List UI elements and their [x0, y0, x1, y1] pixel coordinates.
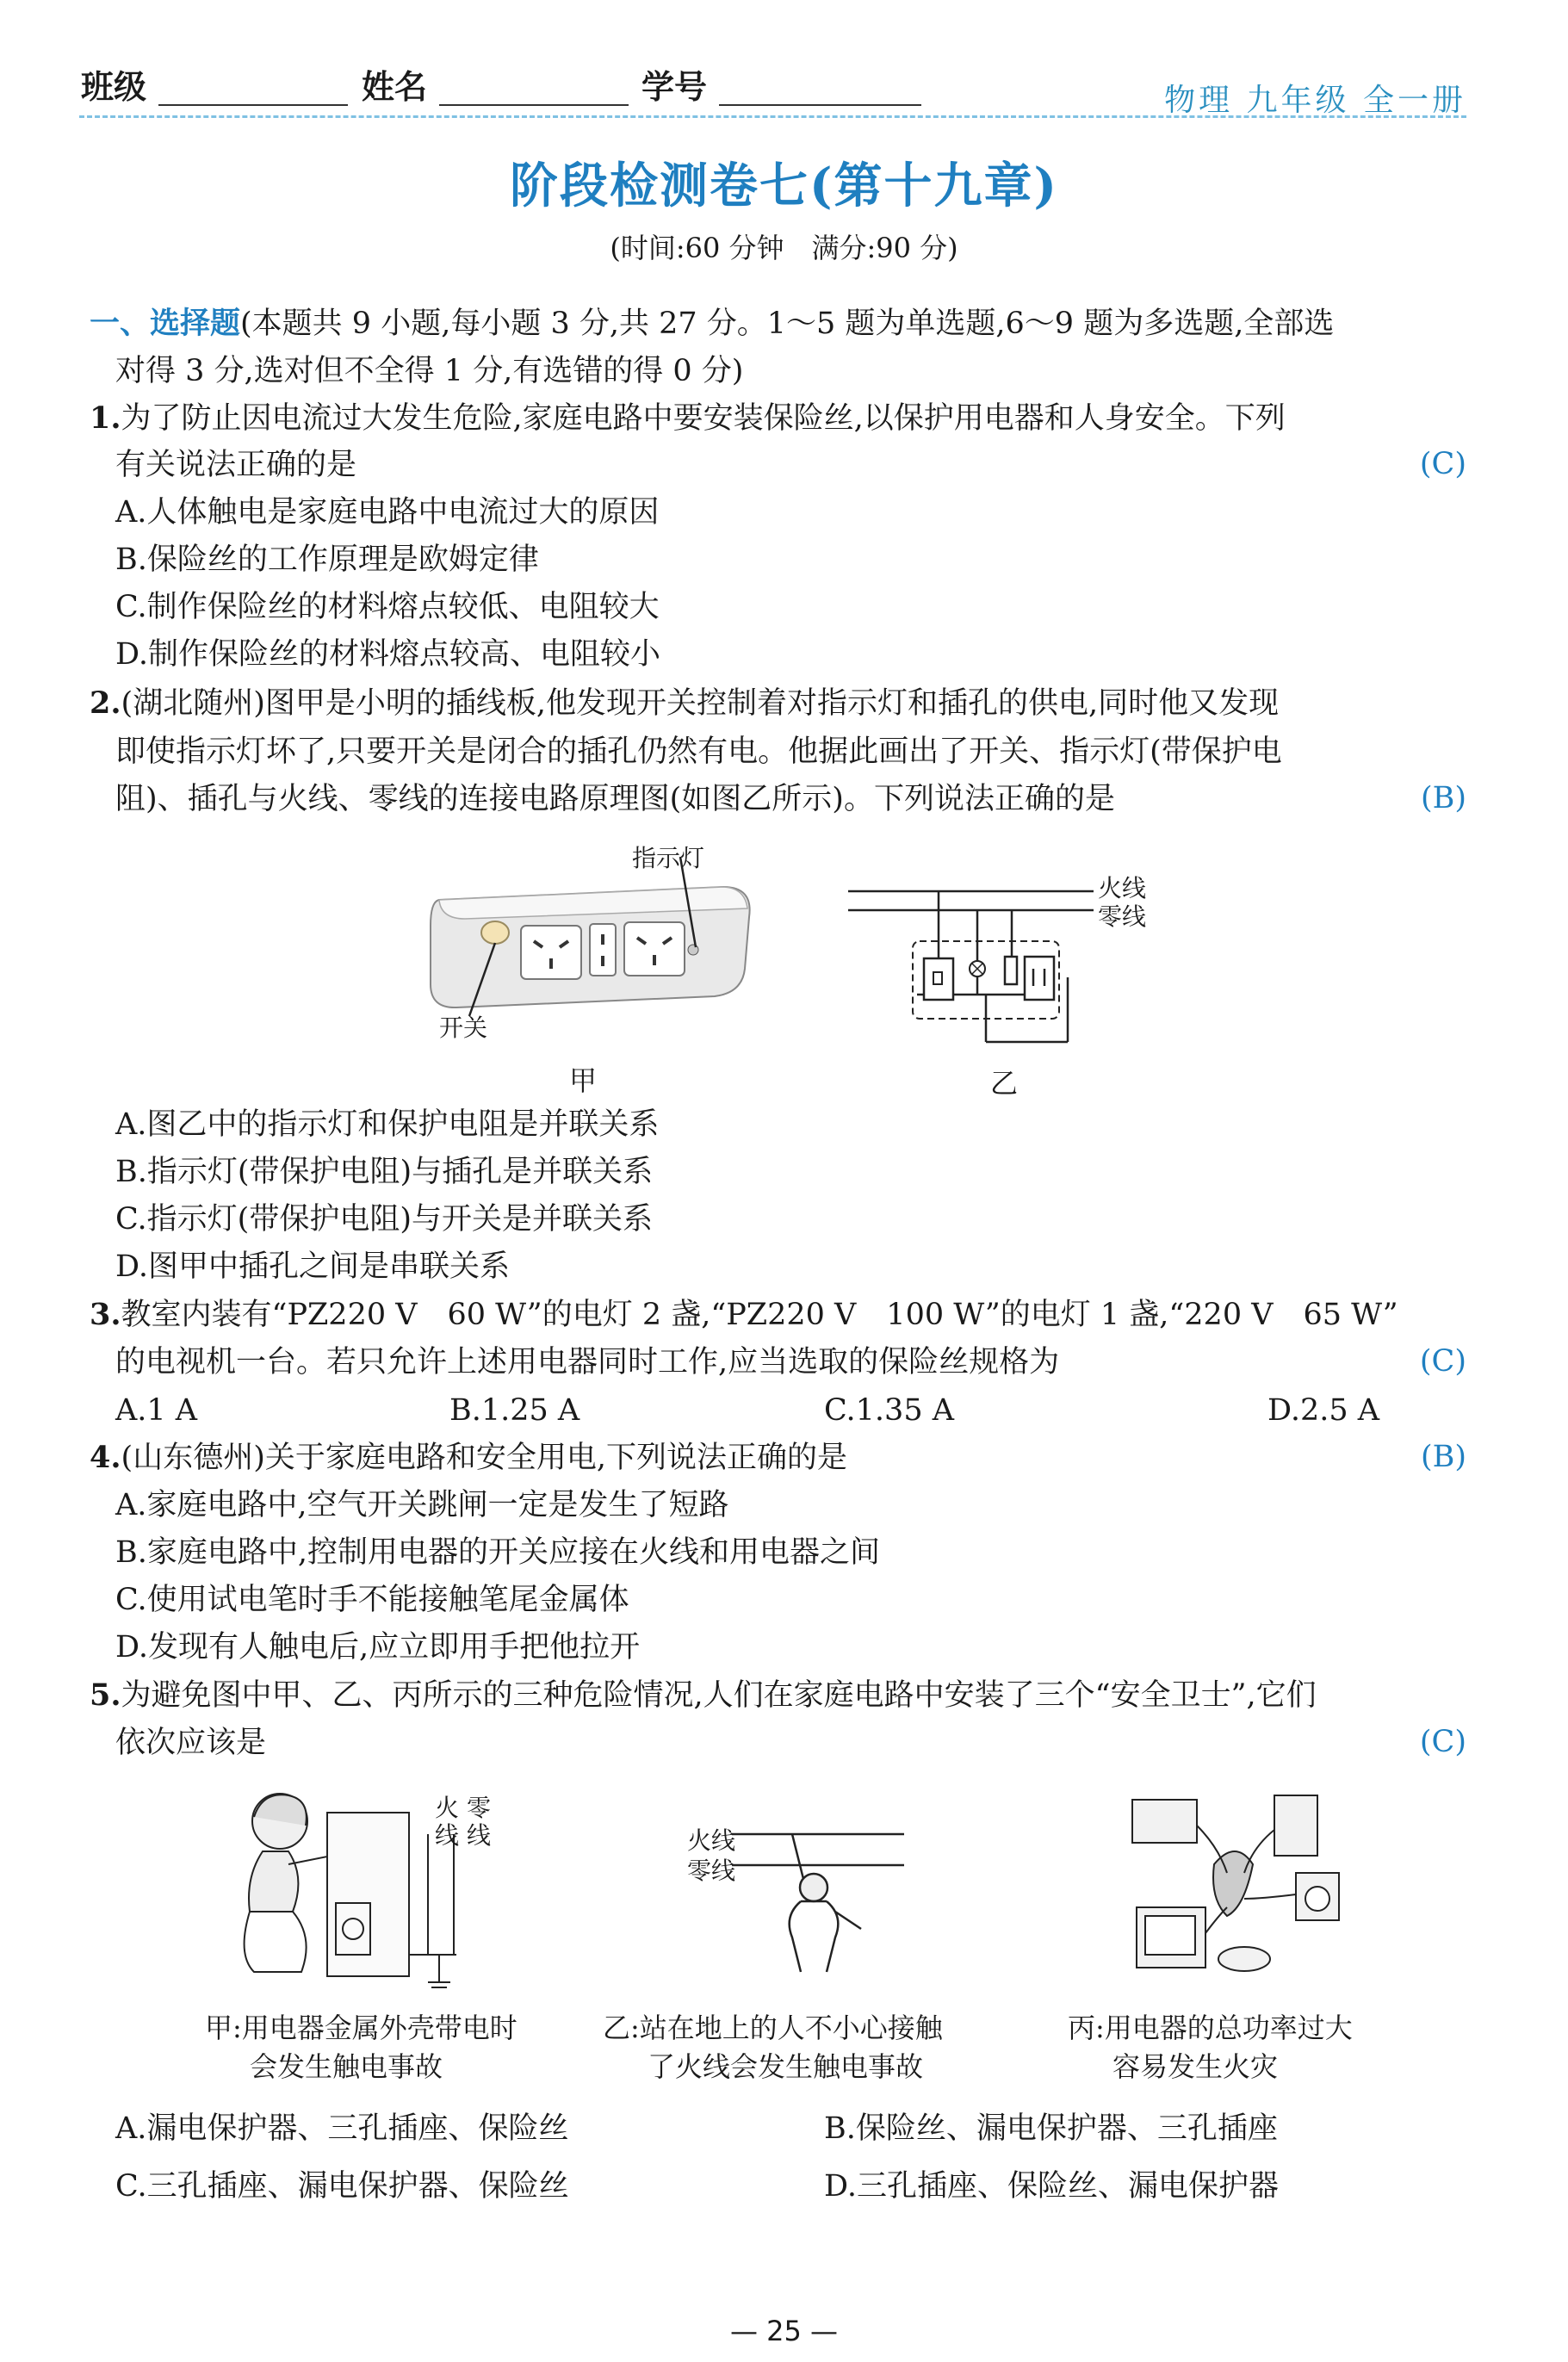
q5-option-b[interactable]: B.保险丝、漏电保护器、三孔插座	[824, 2111, 1278, 2146]
q2-stem-3: 阻)、插孔与火线、零线的连接电路原理图(如图乙所示)。下列说法正确的是	[115, 782, 1115, 816]
q4-number: 4.	[90, 1440, 121, 1475]
q2-stem-1: (湖北随州)图甲是小明的插线板,他发现开关控制着对指示灯和插孔的供电,同时他又发现	[121, 686, 1280, 721]
question-4	[90, 1440, 847, 1476]
q1-stem-2: 有关说法正确的是	[115, 448, 357, 482]
live-wire-label: 火线	[1098, 874, 1147, 902]
fig5-neutral-label: 零线	[687, 1857, 736, 1885]
caption-bing-2: 容易发生火灾	[1112, 2050, 1279, 2083]
q1-answer: (C)	[1419, 447, 1466, 481]
q2-number: 2.	[90, 685, 121, 721]
q3-option-d[interactable]: D.2.5 A	[1267, 1393, 1380, 1428]
number-blank[interactable]	[719, 104, 921, 106]
figure-jia-caption: 甲	[569, 1064, 598, 1097]
fig5-line-char-1: 线	[435, 1821, 460, 1850]
fig5-live-label: 火线	[687, 1826, 736, 1855]
q5-option-d[interactable]: D.三孔插座、保险丝、漏电保护器	[824, 2169, 1279, 2204]
live-wire-touch-figure	[732, 1817, 904, 1981]
q3-answer: (C)	[1419, 1344, 1466, 1379]
q3-stem-2: 的电视机一台。若只允许上述用电器同时工作,应当选取的保险丝规格为	[115, 1345, 1060, 1379]
question-2	[90, 685, 1279, 722]
q1-option-d[interactable]: D.制作保险丝的材料熔点较高、电阻较小	[115, 637, 660, 672]
q1-option-a[interactable]: A.人体触电是家庭电路中电流过大的原因	[115, 495, 660, 530]
q2-option-d[interactable]: D.图甲中插孔之间是串联关系	[115, 1249, 510, 1284]
fig5-neutral-char: 零	[467, 1794, 492, 1822]
section-desc-1: (本题共 9 小题,每小题 3 分,共 27 分。1～5 题为单选题,6～9 题为多选题,全部选	[240, 307, 1335, 341]
header-divider	[79, 115, 1466, 118]
q2-option-c[interactable]: C.指示灯(带保护电阻)与开关是并联关系	[115, 1202, 653, 1237]
q5-number: 5.	[90, 1677, 121, 1713]
q4-option-c[interactable]: C.使用试电笔时手不能接触笔尾金属体	[115, 1583, 629, 1617]
q4-answer: (B)	[1420, 1440, 1466, 1474]
name-blank[interactable]	[439, 104, 629, 106]
name-label: 姓名	[362, 68, 428, 106]
fig5-line-char-2: 线	[467, 1821, 492, 1850]
q1-option-b[interactable]: B.保险丝的工作原理是欧姆定律	[115, 542, 539, 577]
caption-yi-1: 乙:站在地上的人不小心接触	[603, 2012, 943, 2044]
question-1	[90, 400, 1286, 437]
q1-stem-1: 为了防止因电流过大发生危险,家庭电路中要安装保险丝,以保护用电器和人身安全。下列	[121, 401, 1286, 436]
caption-jia-1: 甲:用电器金属外壳带电时	[205, 2012, 518, 2044]
caption-bing-1: 丙:用电器的总功率过大	[1068, 2012, 1353, 2044]
figure-yi-caption: 乙	[990, 1067, 1019, 1100]
q5-stem-1: 为避免图中甲、乙、丙所示的三种危险情况,人们在家庭电路中安装了三个“安全卫士”,它们	[121, 1678, 1317, 1713]
q5-stem-2: 依次应该是	[115, 1726, 267, 1760]
caption-yi-2: 了火线会发生触电事故	[648, 2050, 924, 2083]
page-number: — 25 —	[729, 2315, 839, 2347]
circuit-diagram	[848, 874, 1106, 1055]
page-title: 阶段检测卷七(第十九章)	[510, 158, 1058, 214]
exam-info: (时间:60 分钟 满分:90 分)	[610, 232, 958, 264]
q3-stem-1: 教室内装有“PZ220 V 60 W”的电灯 2 盏,“PZ220 V 100 W”的电灯 1 盏,“220 V 65 W”	[121, 1298, 1398, 1332]
class-blank[interactable]	[158, 104, 348, 106]
class-label: 班级	[81, 68, 147, 106]
switch-label: 开关	[439, 1014, 488, 1042]
indicator-label: 指示灯	[632, 844, 705, 872]
question-3	[90, 1297, 1398, 1333]
q1-number: 1.	[90, 400, 121, 436]
q1-option-c[interactable]: C.制作保险丝的材料熔点较低、电阻较大	[115, 590, 660, 624]
neutral-wire-label: 零线	[1098, 902, 1147, 931]
q4-option-b[interactable]: B.家庭电路中,控制用电器的开关应接在火线和用电器之间	[115, 1535, 880, 1570]
overload-fire-figure	[1124, 1787, 1348, 1985]
student-number-label: 学号	[641, 68, 708, 106]
caption-jia-2: 会发生触电事故	[250, 2050, 443, 2083]
q5-option-c[interactable]: C.三孔插座、漏电保护器、保险丝	[115, 2169, 569, 2204]
q5-answer: (C)	[1419, 1725, 1466, 1759]
book-title: 物理 九年级 全一册	[1164, 83, 1466, 118]
q3-option-c[interactable]: C.1.35 A	[824, 1393, 954, 1428]
q2-option-a[interactable]: A.图乙中的指示灯和保护电阻是并联关系	[115, 1107, 660, 1142]
q5-option-a[interactable]: A.漏电保护器、三孔插座、保险丝	[115, 2111, 569, 2146]
q4-option-a[interactable]: A.家庭电路中,空气开关跳闸一定是发生了短路	[115, 1488, 729, 1522]
fig5-live-char: 火	[435, 1794, 460, 1822]
section-desc-2: 对得 3 分,选对但不全得 1 分,有选错的得 0 分)	[115, 354, 744, 388]
section-heading	[90, 306, 1334, 342]
q4-stem-1: (山东德州)关于家庭电路和安全用电,下列说法正确的是	[121, 1441, 847, 1475]
q2-option-b[interactable]: B.指示灯(带保护电阻)与插孔是并联关系	[115, 1155, 654, 1189]
q2-answer: (B)	[1420, 781, 1466, 815]
q2-stem-2: 即使指示灯坏了,只要开关是闭合的插孔仍然有电。他据此画出了开关、指示灯(带保护电	[115, 735, 1282, 769]
q3-option-a[interactable]: A.1 A	[115, 1393, 198, 1428]
q3-number: 3.	[90, 1297, 121, 1332]
q3-option-b[interactable]: B.1.25 A	[449, 1393, 580, 1428]
section-title: 一、选择题	[90, 306, 241, 341]
q4-option-d[interactable]: D.发现有人触电后,应立即用手把他拉开	[115, 1630, 641, 1665]
question-5	[90, 1677, 1317, 1714]
